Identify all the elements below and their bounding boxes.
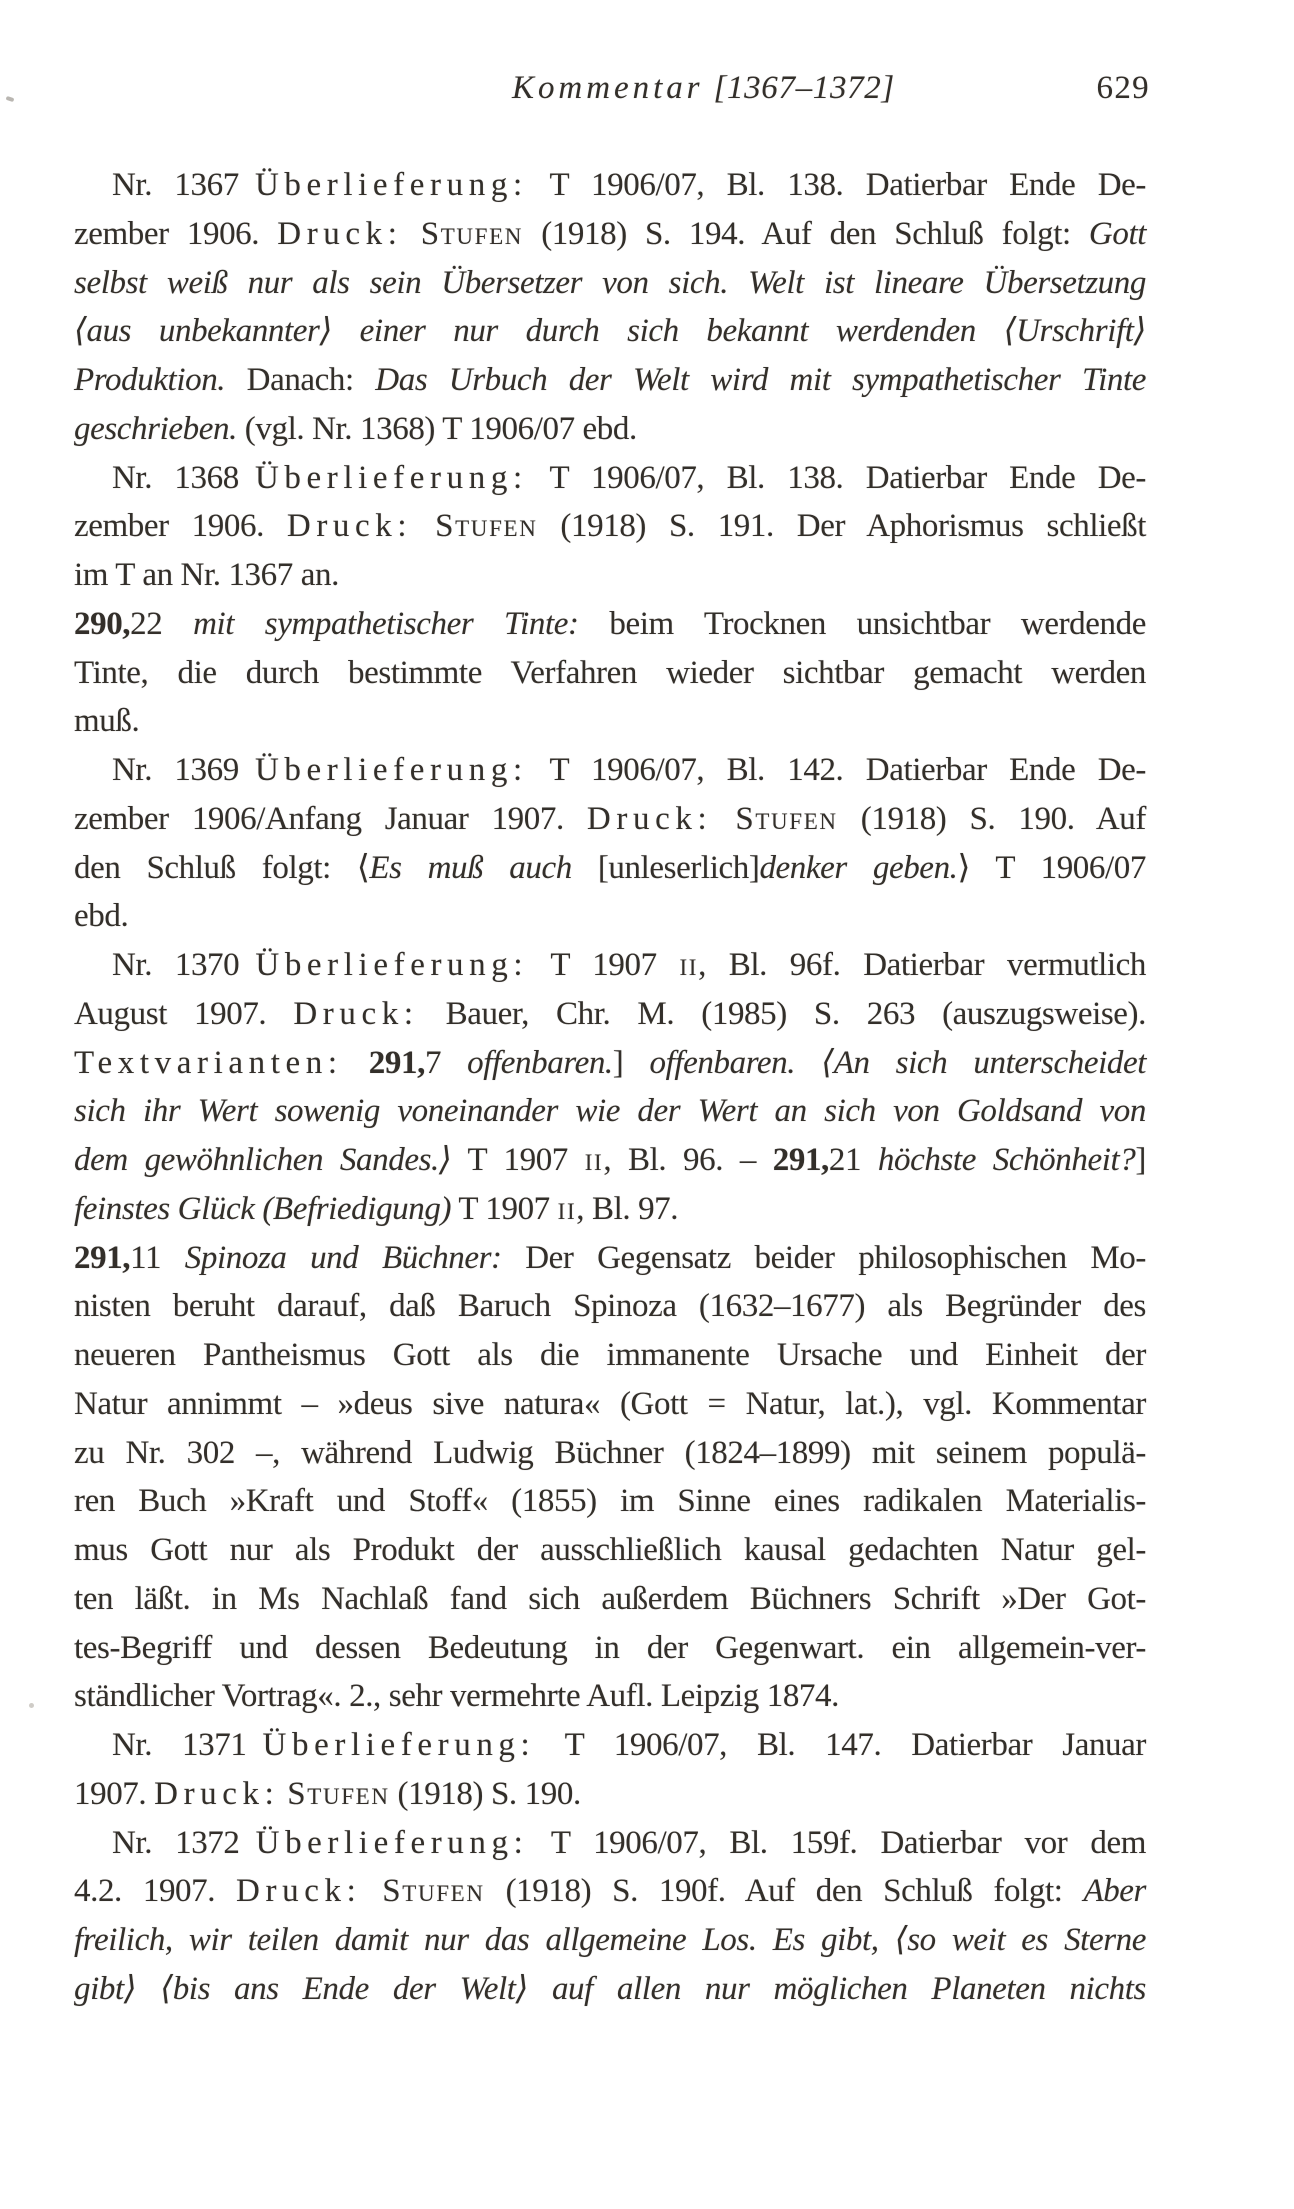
text-line: [74, 649, 1146, 698]
commentary-paragraph: [74, 600, 1146, 746]
text-span: 21: [828, 1142, 878, 1178]
text-span: Bauer, Chr. M. (1985) S. 263 (auszugsweise).: [418, 995, 1146, 1032]
commentary-paragraph: [74, 1234, 1146, 1722]
text-line: [74, 844, 1146, 893]
text-span: [unleserlich]: [571, 849, 760, 886]
text-span: offenbaren.: [467, 1044, 613, 1081]
text-line: [74, 405, 1146, 454]
text-line: [74, 1039, 1146, 1088]
text-span: denker geben.: [759, 849, 958, 886]
text-span: offenbaren. ⟨An sich unterscheidet: [649, 1044, 1146, 1081]
text-span: Überlieferung:: [254, 752, 528, 788]
text-span: Überlieferung:: [262, 1727, 536, 1763]
commentary-paragraph: [74, 1819, 1146, 2014]
text-span: mus Gott nur als Produkt der ausschließlich kausal gedachten Natur gel-: [74, 1532, 1146, 1568]
text-line: [74, 1429, 1146, 1478]
text-line: [74, 356, 1146, 405]
text-span: Nr. 1369: [112, 752, 255, 788]
text-span: mit sympathetischer Tinte:: [193, 605, 579, 642]
text-span: 291,: [368, 1044, 425, 1081]
text-line: [74, 600, 1146, 649]
commentary-paragraph: [74, 941, 1146, 1234]
text-span: 7: [424, 1044, 468, 1081]
text-span: sich ihr Wert sowenig voneinander wie der Wert an sich von Goldsand von: [74, 1093, 1146, 1130]
text-line: [74, 502, 1146, 551]
text-line: [74, 1087, 1146, 1136]
text-line: [74, 1185, 1146, 1234]
text-span: Druck:: [154, 1775, 280, 1812]
running-title-group: [512, 70, 895, 107]
text-span: , Bl. 97.: [576, 1190, 679, 1227]
text-line: [74, 1526, 1146, 1575]
text-span: Überlieferung:: [254, 167, 528, 203]
running-header: [0, 70, 1294, 122]
text-span: (vgl. Nr. 1368) T 1906/07 ebd.: [236, 410, 637, 447]
text-line: [74, 746, 1146, 795]
running-title: Kommentar: [512, 70, 704, 106]
text-span: freilich, wir teilen damit nur das allgemeine Los. Es gibt, ⟨so weit es Sterne: [74, 1922, 1146, 1958]
text-span: ii: [679, 947, 699, 983]
text-span: nisten beruht darauf, daß Baruch Spinoza (1632–1677) als Begründer des: [74, 1288, 1146, 1325]
text-span: Produktion.: [74, 362, 226, 398]
text-line: [74, 1136, 1146, 1185]
text-span: beim Trocknen unsichtbar werdende: [578, 605, 1146, 642]
text-span: Überlieferung:: [254, 459, 528, 496]
entry-range: [1367–1372]: [713, 70, 895, 106]
text-line: [74, 1380, 1146, 1429]
commentary-paragraph: [74, 746, 1146, 941]
text-line: [74, 307, 1146, 356]
text-span: zember 1906.: [74, 215, 278, 252]
text-span: zember 1906/Anfang Januar 1907.: [74, 800, 587, 837]
text-span: Druck:: [293, 995, 419, 1032]
text-span: T 1907: [451, 1142, 585, 1178]
text-span: 290,: [74, 605, 131, 642]
text-span: Stufen: [287, 1775, 390, 1812]
text-span: neueren Pantheismus Gott als die immanente Ursache und Einheit der: [74, 1337, 1146, 1373]
text-span: Gott: [1088, 215, 1147, 252]
text-span: 1907.: [74, 1775, 155, 1812]
text-span: 11: [130, 1239, 185, 1276]
text-span: tes-Begriff und dessen Bedeutung in der Gegenwart. ein allgemein-ver-: [74, 1629, 1146, 1666]
text-line: [74, 1234, 1146, 1283]
scan-speck: [29, 1703, 34, 1708]
text-line: [74, 1965, 1146, 2014]
commentary-paragraph: [74, 161, 1146, 454]
text-span: Stufen: [735, 800, 838, 837]
text-line: [74, 210, 1146, 259]
text-span: [343, 1045, 369, 1081]
text-span: Druck:: [286, 508, 413, 545]
text-line: [74, 1867, 1146, 1916]
text-span: T 1906/07, Bl. 138. Datierbar Ende De-: [527, 459, 1147, 496]
text-span: T 1907: [528, 947, 680, 983]
text-span: zember 1906.: [74, 508, 287, 545]
text-span: Stufen: [420, 215, 524, 252]
text-span: Druck:: [236, 1873, 362, 1910]
text-line: [74, 1672, 1146, 1721]
text-span: [712, 801, 735, 837]
text-line: [74, 1282, 1146, 1331]
text-span: ständlicher Vortrag«. 2., sehr vermehrte Aufl. Leipzig 1874.: [74, 1678, 839, 1715]
text-span: Überlieferung:: [255, 947, 529, 983]
text-span: [403, 216, 421, 252]
text-span: den Schluß folgt: ⟨: [74, 849, 370, 886]
text-span: 22: [130, 605, 194, 642]
text-span: Es muß auch: [369, 849, 572, 886]
text-line: [74, 892, 1146, 941]
text-span: (1918) S. 191. Der Aphorismus schließt: [537, 508, 1146, 545]
text-span: T 1906/07, Bl. 159f. Datierbar vor dem: [528, 1824, 1146, 1861]
text-span: Nr. 1368: [112, 459, 255, 496]
text-span: 4.2. 1907.: [74, 1873, 237, 1910]
text-span: [361, 1873, 382, 1909]
text-span: 291,: [74, 1239, 131, 1276]
text-span: (1918) S. 194. Auf den Schluß folgt:: [523, 215, 1089, 252]
text-span: Der Gegensatz beider philosophischen Mo-: [501, 1239, 1146, 1276]
text-span: geschrieben.: [74, 410, 237, 447]
text-span: ren Buch »Kraft und Stoff« (1855) im Sinne eines radikalen Materialis-: [74, 1483, 1146, 1520]
text-line: [74, 1819, 1146, 1868]
text-line: [74, 1721, 1146, 1770]
text-span: [412, 508, 435, 544]
text-span: im T an Nr. 1367 an.: [74, 557, 339, 593]
text-span: T 1906/07, Bl. 142. Datierbar Ende De-: [527, 752, 1147, 788]
text-span: ebd.: [74, 898, 129, 935]
text-span: ⟩ T 1906/07: [957, 849, 1146, 886]
text-span: zu Nr. 302 –, während Ludwig Büchner (1824–1899) mit seinem populä-: [74, 1434, 1146, 1471]
text-line: [74, 259, 1146, 308]
text-span: August 1907.: [74, 995, 294, 1032]
text-span: dem gewöhnlichen Sandes.⟩: [74, 1142, 452, 1178]
text-line: [74, 551, 1146, 600]
text-span: Stufen: [382, 1873, 485, 1910]
text-span: Nr. 1372: [112, 1824, 256, 1861]
text-line: [74, 454, 1146, 503]
text-span: Stufen: [435, 508, 538, 545]
text-span: Druck:: [277, 215, 403, 252]
text-span: ten läßt. in Ms Nachlaß fand sich außerdem Büchners Schrift »Der Got-: [74, 1580, 1146, 1617]
commentary-text: [74, 161, 1146, 2014]
text-span: gibt⟩ ⟨bis ans Ende der Welt⟩ auf allen nur möglichen Planeten nichts: [74, 1970, 1146, 2007]
text-line: [74, 1331, 1146, 1380]
text-span: Natur annimmt – »deus sive natura« (Gott = Natur, lat.), vgl. Kommentar: [74, 1385, 1146, 1422]
text-span: selbst weiß nur als sein Übersetzer von sich. Welt ist lineare Übersetzung: [74, 264, 1146, 301]
text-span: Nr. 1370: [112, 947, 256, 983]
text-span: ⟨aus unbekannter⟩ einer nur durch sich bekannt werdenden ⟨Urschrift⟩: [74, 313, 1146, 350]
text-span: feinstes Glück (Befriedigung): [74, 1190, 452, 1227]
text-span: muß.: [74, 703, 140, 740]
text-span: (1918) S. 190. Auf: [837, 800, 1146, 837]
text-span: Spinoza und Büchner:: [184, 1239, 502, 1276]
text-line: [74, 161, 1146, 210]
text-span: 291,: [772, 1142, 829, 1178]
text-line: [74, 697, 1146, 746]
text-span: (1918) S. 190.: [389, 1775, 581, 1812]
page-number: 629: [1096, 70, 1150, 106]
text-line: [74, 1477, 1146, 1526]
text-span: , Bl. 96f. Datierbar vermutlich: [698, 947, 1147, 983]
text-line: [74, 1575, 1146, 1624]
text-span: höchste Schönheit?: [877, 1142, 1136, 1178]
text-span: T 1906/07, Bl. 147. Datierbar Januar: [535, 1727, 1147, 1763]
text-line: [74, 1770, 1146, 1819]
text-span: Druck:: [586, 800, 713, 837]
text-span: (1918) S. 190f. Auf den Schluß folgt:: [484, 1873, 1084, 1910]
text-span: Danach:: [225, 362, 376, 398]
text-span: ii: [557, 1190, 577, 1227]
text-span: Tinte, die durch bestimmte Verfahren wieder sichtbar gemacht werden: [74, 654, 1146, 691]
text-line: [74, 1916, 1146, 1965]
text-span: , Bl. 96. –: [603, 1142, 773, 1178]
text-span: T 1907: [451, 1190, 558, 1227]
text-span: ]: [1135, 1142, 1146, 1178]
text-line: [74, 941, 1146, 990]
commentary-paragraph: [74, 1721, 1146, 1819]
text-span: ii: [584, 1142, 604, 1178]
text-line: [74, 795, 1146, 844]
commentary-paragraph: [74, 454, 1146, 600]
text-span: Das Urbuch der Welt wird mit sympathetischer Tinte: [375, 362, 1146, 398]
text-span: Überlieferung:: [255, 1824, 529, 1861]
text-span: Aber: [1083, 1873, 1147, 1910]
text-line: [74, 990, 1146, 1039]
text-span: Textvarianten:: [74, 1044, 343, 1081]
text-line: [74, 1624, 1146, 1673]
text-span: Nr. 1367: [112, 167, 255, 203]
text-span: Nr. 1371: [112, 1727, 263, 1763]
text-span: T 1906/07, Bl. 138. Datierbar Ende De-: [527, 167, 1147, 203]
text-span: ]: [612, 1044, 650, 1081]
